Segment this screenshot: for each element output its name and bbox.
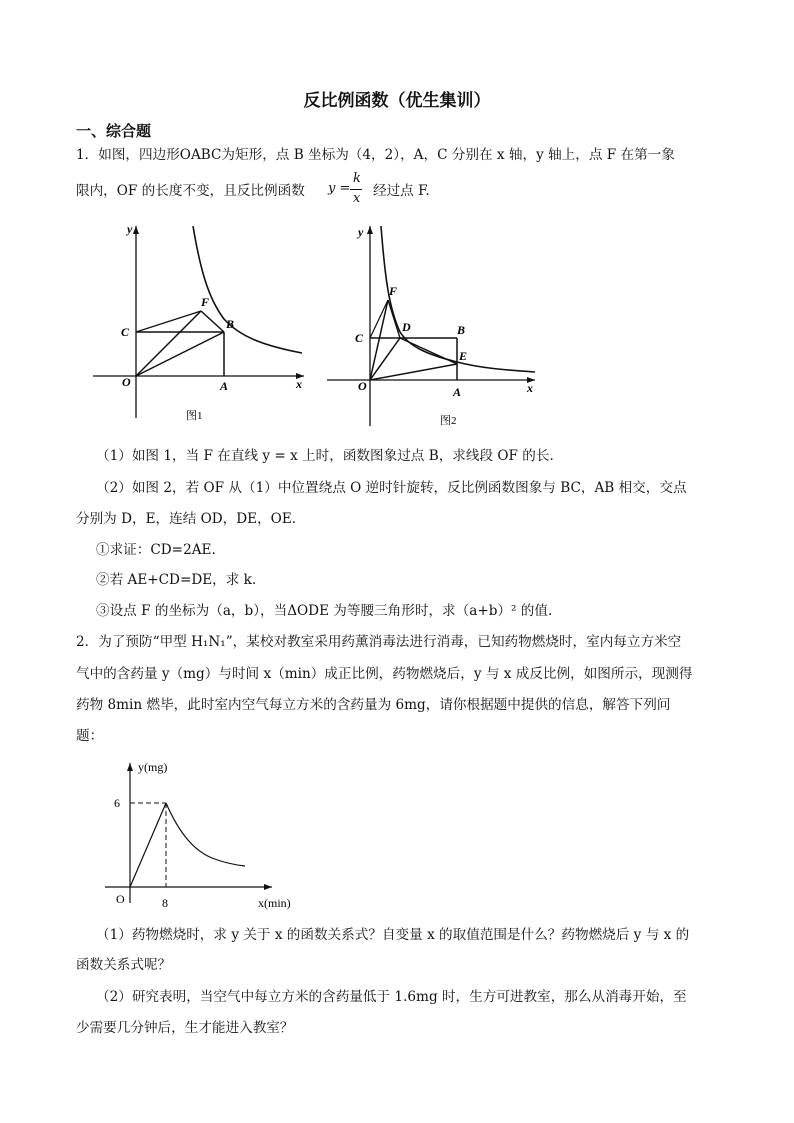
q2-line-4: 题： (76, 728, 104, 744)
arrow-icon (367, 226, 373, 234)
fig3-y-label: y(mg) (138, 760, 168, 774)
q2-line-3: 药物 8min 燃毕，此时室内空气每立方米的含药量为 6mg，请你根据题中提供的信息，解答下列问 (76, 697, 671, 713)
fig1-label-y: y (127, 222, 133, 236)
fig1-label-F: F (201, 295, 210, 309)
q1-item-2: ②若 AE+CD=DE，求 k. (96, 572, 257, 588)
q1-line-2a: 限内，OF 的长度不变，且反比例函数 (76, 183, 305, 199)
fig2-label-C: C (355, 331, 364, 345)
arrow-icon (264, 884, 272, 890)
fig2-curve (381, 226, 535, 372)
fig3-tick-x: 8 (162, 896, 168, 910)
fig1-segment-OB (136, 332, 224, 376)
section-heading: 一、综合题 (76, 122, 152, 140)
q2-line-1: 2．为了预防“甲型 H₁N₁”，某校对教室采用药薰消毒法进行消毒，已知药物燃烧时，室内每立方米空 (76, 634, 682, 650)
fig2-segment-OE (370, 364, 457, 380)
q2-sub2-line-1: （2）研究表明，当空气中每立方米的含药量低于 1.6mg 时，生方可进教室，那么从消毒开始，至 (96, 989, 687, 1005)
q2-sub1-line-2: 函数关系式呢？ (76, 957, 172, 973)
arrow-icon (127, 763, 133, 771)
fraction-bar (350, 189, 362, 190)
formula-y: y = (328, 181, 351, 196)
fig3-origin: O (116, 892, 125, 906)
q1-item-1: ①求证：CD=2AE. (96, 542, 216, 558)
fig1-segment-OF (136, 311, 201, 376)
q2-sub2-line-2: 少需要几分钟后，生才能进入教室？ (76, 1020, 294, 1036)
fig2-label-x: x (527, 381, 533, 395)
fig3-linear-segment (130, 803, 166, 887)
fig1-label-C: C (121, 325, 130, 339)
figure-2 (325, 218, 545, 432)
fig2-label-O: O (358, 379, 367, 393)
q1-line-2b: 经过点 F. (373, 183, 430, 199)
fig2-caption: 图2 (440, 415, 457, 427)
q1-sub2-line-2: 分别为 D，E，连结 OD，DE，OE. (76, 511, 297, 527)
q1-item-3: ③设点 F 的坐标为（a，b），当ΔODE 为等腰三角形时，求（a+b）² 的值. (96, 603, 553, 619)
fig3-curve (166, 803, 245, 866)
fig3-tick-y: 6 (114, 796, 120, 810)
fig2-label-F: F (389, 284, 398, 298)
formula-denominator: x (353, 191, 361, 206)
q1-line-1: 1．如图，四边形OABC为矩形，点 B 坐标为（4，2），A，C 分别在 x 轴，y 轴上，点 F 在第一象 (76, 147, 675, 163)
fig2-label-A: A (453, 385, 462, 399)
figure-1 (90, 218, 315, 428)
fig2-segment-CF (370, 300, 388, 338)
q2-sub1-line-1: （1）药物燃烧时，求 y 关于 x 的函数关系式？自变量 x 的取值范围是什么？药物燃烧后 y 与 x 的 (96, 927, 690, 943)
q1-sub1: （1）如图 1，当 F 在直线 y = x 上时，函数图象过点 B，求线段 OF 的长. (96, 448, 554, 464)
figure-3 (100, 755, 310, 915)
fig2-label-y: y (358, 225, 364, 239)
fig2-label-B: B (457, 323, 466, 337)
fig1-label-O: O (122, 375, 131, 389)
fig2-label-E: E (459, 349, 468, 363)
arrow-icon (133, 226, 139, 234)
fig2-segment-FD (388, 300, 400, 338)
formula-numerator: k (353, 171, 361, 186)
fig3-x-label: x(min) (258, 896, 291, 910)
fig2-segment-DE (400, 338, 457, 364)
fig1-caption: 图1 (186, 410, 203, 422)
q1-sub2-line-1: （2）如图 2，若 OF 从（1）中位置绕点 O 逆时针旋转，反比例函数图象与 BC，AB 相交，交点 (96, 480, 687, 496)
fig1-curve (193, 226, 302, 353)
q1-formula (328, 170, 372, 210)
fig2-label-D: D (402, 320, 411, 334)
fig1-label-x: x (296, 377, 302, 391)
page-title: 反比例函数（优生集训） (303, 91, 491, 111)
q2-line-2: 气中的含药量 y（mg）与时间 x（min）成正比例，药物燃烧后，y 与 x 成反比例，如图所示，现测得 (76, 666, 693, 682)
fig1-label-B: B (226, 317, 235, 331)
fig1-label-A: A (220, 379, 229, 393)
